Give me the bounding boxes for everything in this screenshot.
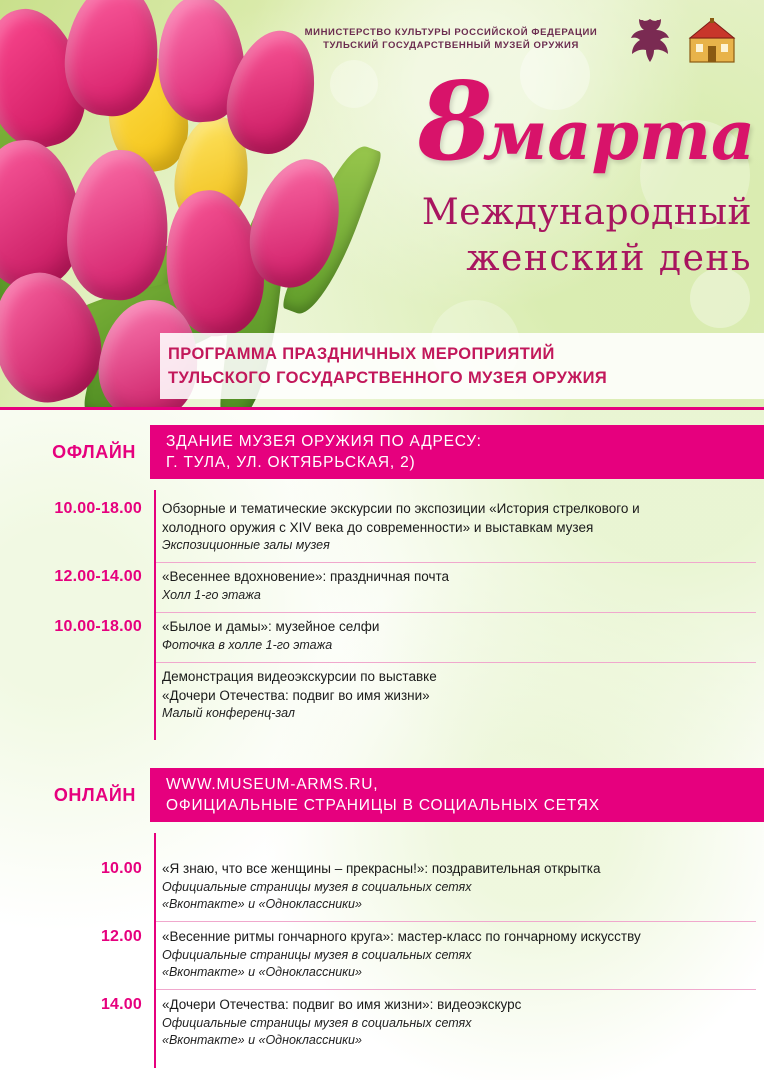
program-headline-line-1: ПРОГРАММА ПРАЗДНИЧНЫХ МЕРОПРИЯТИЙ [168, 345, 555, 363]
row-place: Фоточка в холле 1-го этажа [162, 637, 333, 652]
row-divider [156, 612, 756, 613]
row-time: 10.00 [100, 860, 142, 877]
row-place: Официальные страницы музея в социальных сетях [162, 879, 472, 894]
row-content [162, 500, 752, 554]
row-time: 12.00-14.00 [54, 568, 142, 585]
floral-header-background [0, 0, 764, 410]
row-divider [156, 921, 756, 922]
row-content [162, 928, 752, 981]
row-content [162, 860, 752, 913]
row-main-line-2: «Дочери Отечества: подвиг во имя жизни» [162, 687, 430, 703]
row-main-line-1: «Былое и дамы»: музейное селфи [162, 619, 380, 634]
museum-tower-icon [686, 18, 738, 64]
section-offline-bar [150, 425, 764, 479]
row-main-line-1: «Весенние ритмы гончарного круга»: мастер-класс по гончарному искусству [162, 929, 641, 944]
page-subtitle [320, 190, 752, 282]
section-online-header [0, 768, 764, 822]
row-place: Холл 1-го этажа [162, 587, 261, 602]
row-place: Официальные страницы музея в социальных сетях [162, 1015, 472, 1030]
section-online-bar [150, 768, 764, 822]
row-divider [156, 662, 756, 663]
row-place: Малый конференц-зал [162, 706, 295, 720]
row-time: 14.00 [100, 996, 142, 1013]
section-online-line-1[interactable]: WWW.MUSEUM-ARMS.RU, [166, 776, 379, 793]
subtitle-line-2: женский день [466, 238, 752, 279]
double-headed-eagle-icon [628, 16, 672, 64]
row-content [162, 668, 752, 722]
row-main-line-1: «Я знаю, что все женщины – прекрасны!»: поздравительная открытка [162, 861, 601, 876]
row-main-line-1: «Весеннее вдохновение»: праздничная почта [162, 569, 450, 584]
row-place: Официальные страницы музея в социальных сетях [162, 947, 472, 962]
row-content [162, 618, 752, 654]
row-place-2: «Вконтакте» и «Одноклассники» [162, 1032, 362, 1047]
ministry-line-1: МИНИСТЕРСТВО КУЛЬТУРЫ РОССИЙСКОЙ ФЕДЕРАЦИИ [304, 27, 598, 38]
title-eight: 8 [417, 59, 491, 185]
row-time: 12.00 [100, 928, 142, 945]
divider-top [0, 407, 764, 410]
row-main-line-2: холодного оружия с XIV века до современности» и выставкам музея [162, 519, 594, 535]
section-offline-header [0, 425, 764, 479]
subtitle-line-1: Международный [421, 192, 752, 233]
row-content [162, 996, 752, 1049]
row-time: 10.00-18.00 [54, 618, 142, 635]
title-marta: марта [482, 96, 755, 176]
row-divider [156, 562, 756, 563]
ministry-line-2: ТУЛЬСКИЙ ГОСУДАРСТВЕННЫЙ МУЗЕЙ ОРУЖИЯ [323, 40, 579, 51]
section-offline-tag: ОФЛАЙН [52, 441, 136, 462]
online-vertical-rule [154, 833, 156, 1068]
section-offline-line-1: ЗДАНИЕ МУЗЕЯ ОРУЖИЯ ПО АДРЕСУ: [166, 433, 482, 450]
program-headline [160, 333, 764, 399]
row-divider [156, 989, 756, 990]
row-place-2: «Вконтакте» и «Одноклассники» [162, 964, 362, 979]
row-place-2: «Вконтакте» и «Одноклассники» [162, 896, 362, 911]
emblems [628, 16, 738, 64]
ministry-caption [286, 26, 616, 52]
offline-vertical-rule [154, 490, 156, 740]
row-main-line-1: Обзорные и тематические экскурсии по экспозиции «История стрелкового и [162, 501, 640, 516]
row-time: 10.00-18.00 [54, 500, 142, 517]
page-title [395, 59, 755, 185]
row-content [162, 568, 752, 604]
row-main-line-1: Демонстрация видеоэкскурсии по выставке [162, 669, 437, 684]
row-place: Экспозиционные залы музея [162, 538, 330, 552]
section-offline-line-2: Г. ТУЛА, УЛ. ОКТЯБРЬСКАЯ, 2) [166, 454, 416, 471]
section-online-line-2: ОФИЦИАЛЬНЫЕ СТРАНИЦЫ В СОЦИАЛЬНЫХ СЕТЯХ [166, 797, 600, 814]
row-main-line-1: «Дочери Отечества: подвиг во имя жизни»: видеоэкскурс [162, 997, 522, 1012]
section-online-tag: ОНЛАЙН [53, 784, 136, 805]
program-headline-line-2: ТУЛЬСКОГО ГОСУДАРСТВЕННОГО МУЗЕЯ ОРУЖИЯ [168, 369, 608, 387]
